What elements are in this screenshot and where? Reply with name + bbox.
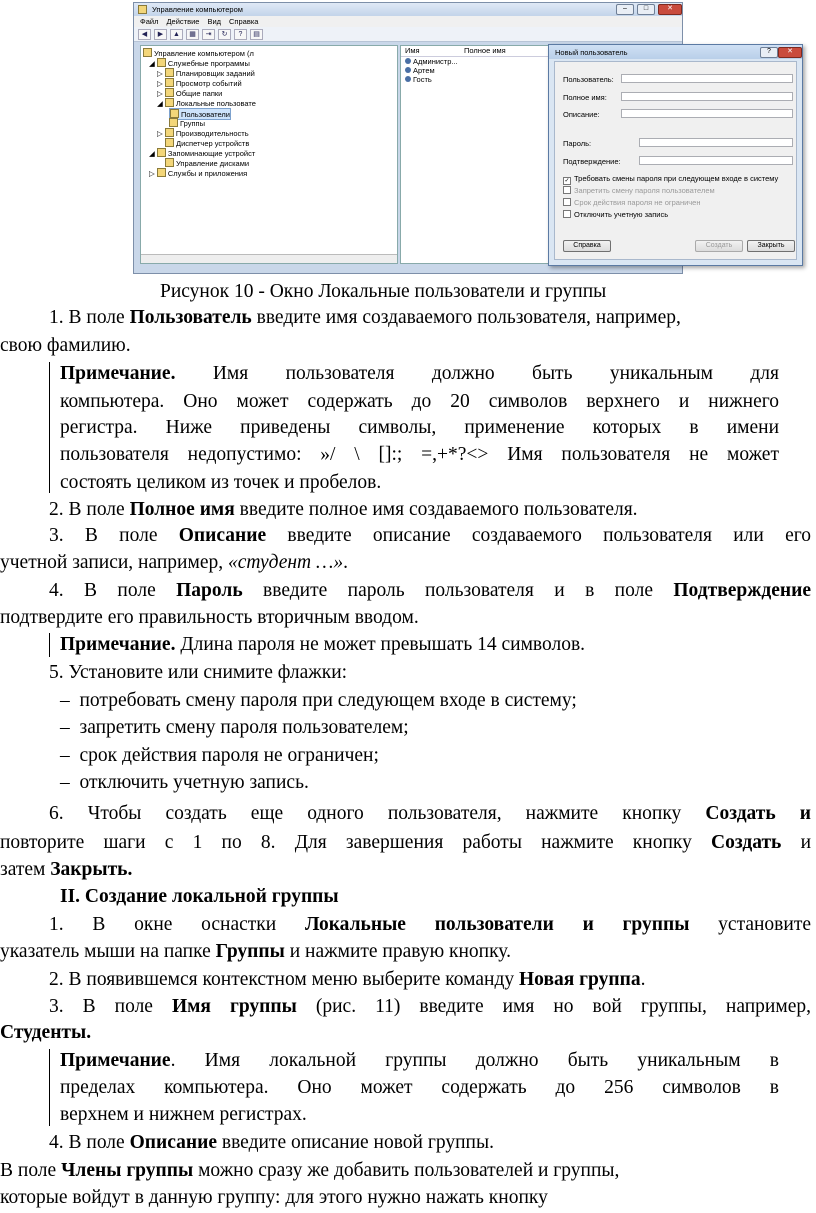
group-step-2: 2. В появившемся контекстном меню выберите команду Новая группа. — [49, 969, 646, 990]
checkbox-require-change[interactable]: ✓ Требовать смены пароля при следующем входе в систему — [564, 174, 779, 184]
checkbox-disable-account[interactable]: Отключить учетную запись — [563, 210, 668, 219]
dialog-title: Новый пользователь — [555, 47, 628, 57]
password-label: Пароль: — [563, 139, 592, 148]
dialog-close-button[interactable]: ✕ — [778, 47, 802, 58]
confirm-field[interactable] — [639, 156, 793, 165]
list-item: – срок действия пароля не ограничен; — [60, 745, 379, 766]
device-manager-icon — [165, 138, 174, 147]
forward-icon[interactable]: ▶ — [154, 29, 167, 40]
paragraph-6-end: затем Закрыть. — [0, 859, 133, 880]
description-field[interactable] — [621, 109, 793, 118]
maximize-button[interactable]: □ — [637, 4, 655, 15]
full-name-label: Полное имя: — [563, 93, 607, 102]
properties-icon[interactable]: ▤ — [250, 29, 263, 40]
note-bar — [49, 633, 50, 657]
column-full-name[interactable]: Полное имя — [464, 46, 506, 55]
window-title: Управление компьютером — [152, 5, 243, 14]
computer-icon — [143, 48, 152, 57]
back-icon[interactable]: ◀ — [138, 29, 151, 40]
note-3: Примечание. Имя локальной группы должно быть уникальным в — [60, 1050, 779, 1071]
tree-item-groups[interactable]: Группы — [169, 118, 205, 128]
users-icon — [165, 98, 174, 107]
group-step-3-cont: Студенты. — [0, 1022, 92, 1043]
show-tree-icon[interactable]: ▦ — [186, 29, 199, 40]
dialog-body — [554, 61, 797, 260]
help-button[interactable]: Справка — [563, 240, 611, 252]
folder-icon — [170, 109, 179, 118]
group-step-1: 1. В окне оснастки Локальные пользователи и группы установите — [49, 914, 811, 935]
export-icon[interactable]: ⇥ — [202, 29, 215, 40]
user-icon — [405, 67, 411, 73]
group-members-para-cont: которые войдут в данную группу: для этого нужно нажать кнопку — [0, 1187, 548, 1208]
minimize-button[interactable]: – — [616, 4, 634, 15]
list-item[interactable]: Гость — [401, 75, 549, 84]
description-label: Описание: — [563, 110, 600, 119]
note-1: Примечание. Имя пользователя должно быть уникальным для — [60, 363, 779, 384]
note-1-line: состоять целиком из точек и пробелов. — [60, 472, 382, 493]
clock-icon — [165, 68, 174, 77]
screenshot-figure — [133, 2, 793, 274]
username-label: Пользователь: — [563, 75, 614, 84]
paragraph-4: 4. В поле Пароль введите пароль пользователя и в поле Подтверждение — [49, 580, 812, 601]
shared-folder-icon — [165, 88, 174, 97]
figure-caption: Рисунок 10 - Окно Локальные пользователи и группы — [160, 281, 607, 302]
tree-item-shared-folders[interactable]: ▷ Общие папки — [157, 89, 223, 98]
close-dialog-button[interactable]: Закрыть — [747, 240, 795, 252]
list-item[interactable]: Артем — [401, 66, 549, 75]
menu-view[interactable]: Вид — [207, 17, 222, 26]
menu-file[interactable]: Файл — [140, 17, 159, 26]
tree-item-device-manager[interactable]: Диспетчер устройств — [165, 138, 249, 148]
username-field[interactable] — [621, 74, 793, 83]
dialog-titlebar — [549, 45, 802, 59]
list-item: – запретить смену пароля пользователем; — [60, 717, 409, 738]
group-step-3: 3. В поле Имя группы (рис. 11) введите имя но вой группы, например, — [49, 996, 811, 1017]
note-2: Примечание. Длина пароля не может превышать 14 символов. — [60, 634, 586, 655]
paragraph-4-cont: подтвердите его правильность вторичным вводом. — [0, 607, 419, 628]
event-log-icon — [165, 78, 174, 87]
checkbox-prevent-change[interactable]: Запретить смену пароля пользователем — [563, 186, 715, 195]
new-user-dialog — [548, 44, 803, 266]
tree-item-event-viewer[interactable]: ▷ Просмотр событий — [157, 79, 242, 88]
tree-item-services[interactable]: ▷ Службы и приложения — [149, 169, 248, 178]
checkmark-icon: ✓ — [564, 178, 570, 184]
group-members-para: В поле Члены группы можно сразу же добавить пользователей и группы, — [0, 1160, 620, 1181]
menu-bar — [134, 16, 682, 27]
tree-item-root[interactable]: Управление компьютером (л — [143, 48, 254, 58]
section-heading: II. Создание локальной группы — [60, 886, 339, 907]
create-button[interactable]: Создать — [695, 240, 743, 252]
help-icon[interactable]: ? — [234, 29, 247, 40]
tree-item-disk-management[interactable]: Управление дисками — [165, 158, 249, 168]
tree-horizontal-scrollbar[interactable] — [141, 254, 397, 263]
menu-action[interactable]: Действие — [166, 17, 200, 26]
tree-item-task-scheduler[interactable]: ▷ Планировщик заданий — [157, 69, 255, 78]
computer-management-icon — [138, 5, 147, 14]
column-name[interactable]: Имя — [405, 46, 420, 55]
group-step-4: 4. В поле Описание введите описание новой группы. — [49, 1132, 494, 1153]
paragraph-3-cont: учетной записи, например, «студент …». — [0, 552, 348, 573]
folder-icon — [169, 118, 178, 127]
disk-icon — [165, 158, 174, 167]
console-tree — [140, 45, 398, 264]
note-1-line: пользователя недопустимо: »/ \ []:; =,+*?<> Имя пользователя не может — [60, 444, 779, 465]
list-header — [401, 46, 549, 57]
paragraph-6: 6. Чтобы создать еще одного пользователя, нажмите кнопку Создать и — [49, 803, 812, 824]
services-icon — [157, 168, 166, 177]
list-item[interactable]: Администр... — [401, 57, 549, 66]
note-bar — [49, 362, 50, 493]
note-3-line: верхнем и нижнем регистрах. — [60, 1104, 307, 1125]
checkbox-never-expires[interactable]: Срок действия пароля не ограничен — [563, 198, 701, 207]
list-item: – отключить учетную запись. — [60, 772, 309, 793]
note-1-line: регистра. Ниже приведены символы, применение которых в имени — [60, 417, 779, 438]
note-bar — [49, 1049, 50, 1126]
paragraph-6-cont: повторите шаги с 1 по 8. Для завершения работы нажмите кнопку Создать и — [0, 832, 811, 853]
paragraph-2: 2. В поле Полное имя введите полное имя создаваемого пользователя. — [49, 499, 638, 520]
refresh-icon[interactable]: ↻ — [218, 29, 231, 40]
password-field[interactable] — [639, 138, 793, 147]
tree-item-users[interactable]: Пользователи — [169, 108, 231, 120]
tree-item-system-tools[interactable]: ◢ Служебные программы — [149, 59, 250, 68]
up-folder-icon[interactable]: ▲ — [170, 29, 183, 40]
tree-item-local-users[interactable]: ◢ Локальные пользовате — [157, 99, 256, 108]
group-step-1-cont: указатель мыши на папке Группы и нажмите правую кнопку. — [0, 941, 511, 962]
menu-help[interactable]: Справка — [229, 17, 259, 26]
tree-item-storage[interactable]: ◢ Запоминающие устройст — [149, 149, 256, 158]
performance-icon — [165, 128, 174, 137]
close-button[interactable]: ✕ — [658, 4, 682, 15]
note-1-line: компьютера. Оно может содержать до 20 символов верхнего и нижнего — [60, 391, 779, 412]
dialog-help-icon[interactable]: ? — [760, 47, 778, 58]
storage-icon — [157, 148, 166, 157]
note-3-line: пределах компьютера. Оно может содержать до 256 символов в — [60, 1077, 779, 1098]
confirm-label: Подтверждение: — [563, 157, 621, 166]
paragraph-5: 5. Установите или снимите флажки: — [49, 662, 348, 683]
paragraph-3: 3. В поле Описание введите описание создаваемого пользователя или его — [49, 525, 811, 546]
paragraph-1: 1. В поле Пользователь введите имя создаваемого пользователя, например, — [49, 307, 681, 328]
full-name-field[interactable] — [621, 92, 793, 101]
toolbar — [134, 27, 682, 42]
user-icon — [405, 58, 411, 64]
list-item: – потребовать смену пароля при следующем входе в систему; — [60, 690, 577, 711]
tools-icon — [157, 58, 166, 67]
paragraph-1-cont: свою фамилию. — [0, 335, 131, 356]
window-titlebar — [134, 3, 682, 16]
user-icon — [405, 76, 411, 82]
users-list — [400, 45, 550, 264]
tree-item-performance[interactable]: ▷ Производительность — [157, 129, 249, 138]
